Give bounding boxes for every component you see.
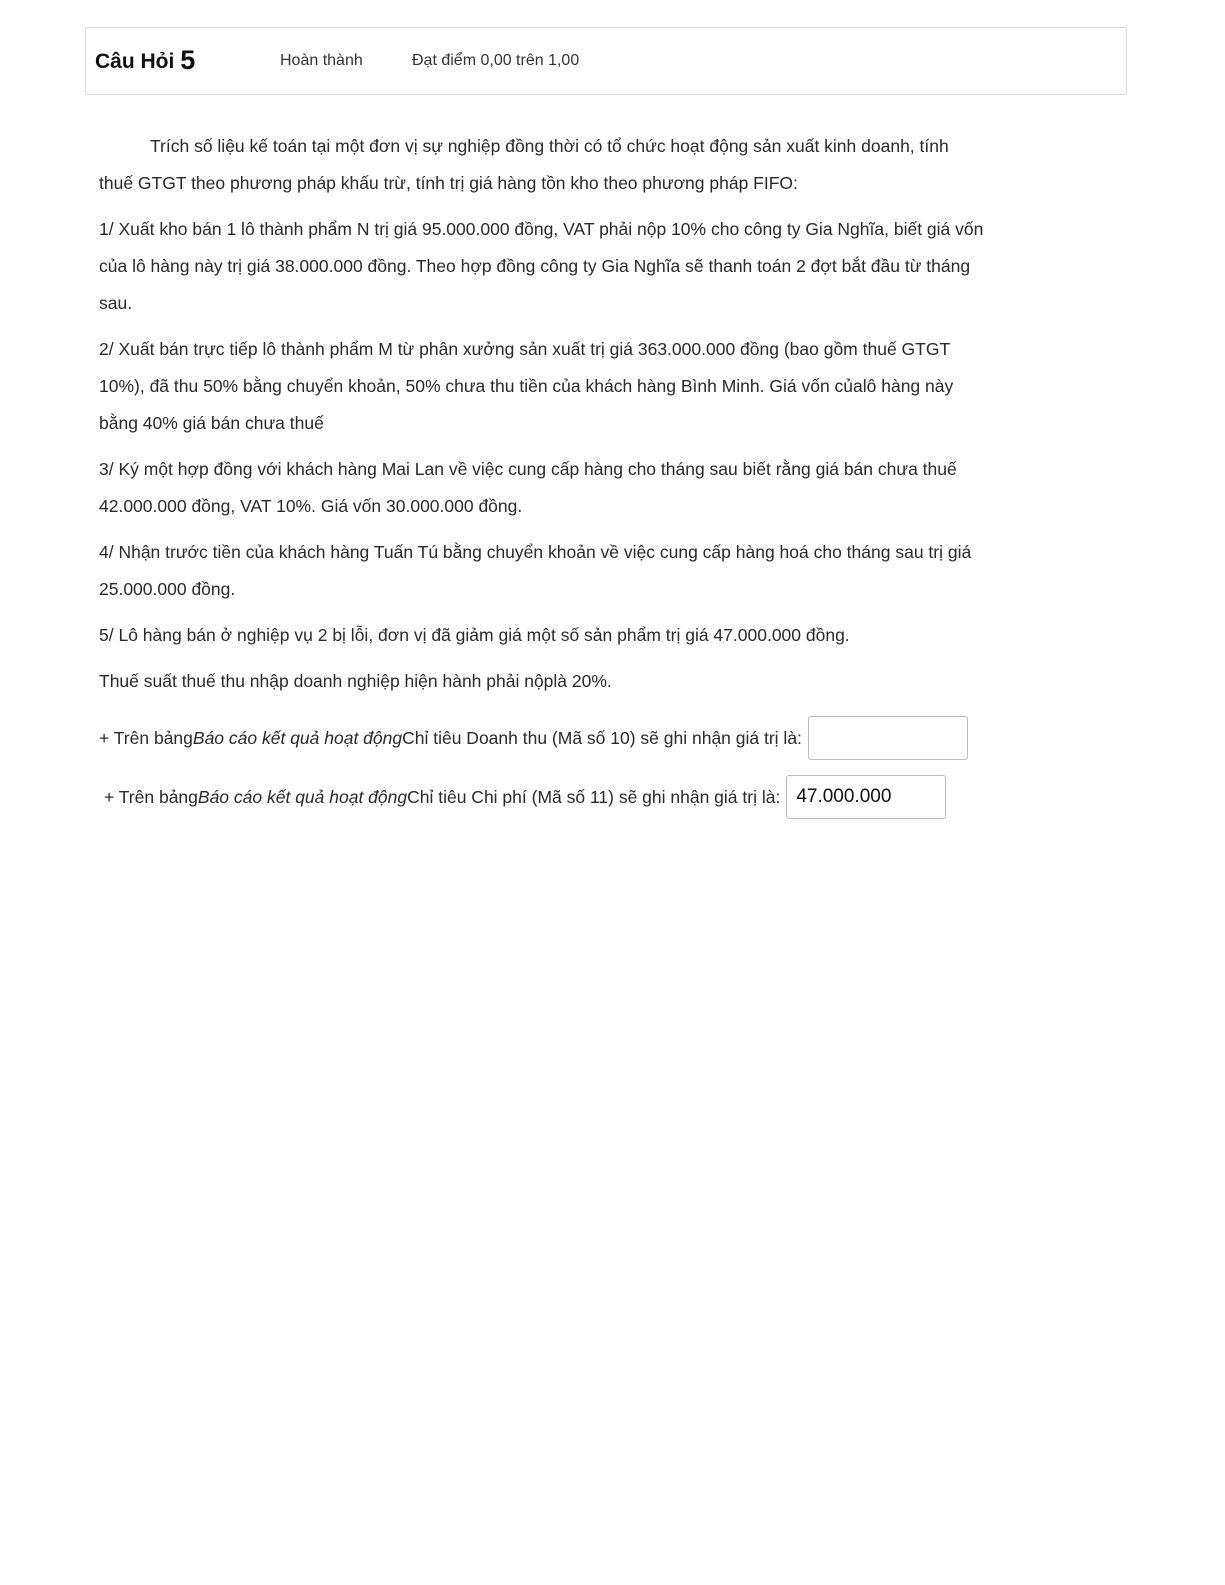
item-2-line-3: bằng 40% giá bán chưa thuế bbox=[99, 413, 324, 433]
item-3-paragraph bbox=[99, 451, 1114, 525]
item-1-paragraph bbox=[99, 211, 1114, 322]
question-grade: Đạt điểm 0,00 trên 1,00 bbox=[412, 52, 580, 69]
item-1-line-2: của lô hàng này trị giá 38.000.000 đồng. Theo hợp đồng công ty Gia Nghĩa sẽ thanh toán 2 đợt bắt đầu từ tháng bbox=[99, 256, 971, 276]
answer-row-expense-prefix: + Trên bảng bbox=[104, 786, 198, 807]
question-state: Hoàn thành bbox=[280, 52, 363, 69]
answer-row-revenue-prefix: + Trên bảng bbox=[99, 727, 193, 748]
answer-row-revenue-suffix: Chỉ tiêu Doanh thu (Mã số 10) sẽ ghi nhận giá trị là: bbox=[402, 727, 802, 748]
item-3-line-1: 3/ Ký một hợp đồng với khách hàng Mai Lan về việc cung cấp hàng cho tháng sau biết rằng giá bán chưa thuế bbox=[99, 459, 957, 479]
intro-line-1: Trích số liệu kế toán tại một đơn vị sự nghiệp đồng thời có tổ chức hoạt động sản xuất kinh doanh, tính bbox=[150, 136, 949, 156]
question-text bbox=[99, 128, 1114, 709]
item-1-line-1: 1/ Xuất kho bán 1 lô thành phẩm N trị giá 95.000.000 đồng, VAT phải nộp 10% cho công ty Gia Nghĩa, biết giá vốn bbox=[99, 219, 984, 239]
item-5-paragraph bbox=[99, 617, 1114, 654]
question-number: 5 bbox=[180, 45, 196, 75]
item-3-line-2: 42.000.000 đồng, VAT 10%. Giá vốn 30.000.000 đồng. bbox=[99, 496, 523, 516]
item-4-line-2: 25.000.000 đồng. bbox=[99, 579, 236, 599]
answer-row-expense bbox=[104, 775, 946, 819]
item-4-line-1: 4/ Nhận trước tiền của khách hàng Tuấn Tú bằng chuyển khoản về việc cung cấp hàng hoá cho tháng sau trị giá bbox=[99, 542, 972, 562]
item-5-line-1: 5/ Lô hàng bán ở nghiệp vụ 2 bị lỗi, đơn vị đã giảm giá một số sản phẩm trị giá 47.000.000 đồng. bbox=[99, 625, 850, 645]
intro-line-2: thuế GTGT theo phương pháp khấu trừ, tính trị giá hàng tồn kho theo phương pháp FIFO: bbox=[99, 173, 798, 193]
tax-line: Thuế suất thuế thu nhập doanh nghiệp hiện hành phải nộplà 20%. bbox=[99, 671, 612, 691]
answer-row-revenue-report: Báo cáo kết quả hoạt động bbox=[192, 727, 403, 748]
tax-paragraph bbox=[99, 663, 1114, 700]
item-4-paragraph bbox=[99, 534, 1114, 608]
item-2-line-1: 2/ Xuất bán trực tiếp lô thành phẩm M từ phân xưởng sản xuất trị giá 363.000.000 đồng (bao gồm thuế GTGT bbox=[99, 339, 951, 359]
answer-row-revenue bbox=[99, 716, 968, 760]
item-2-line-2: 10%), đã thu 50% bằng chuyển khoản, 50% chưa thu tiền của khách hàng Bình Minh. Giá vốn củalô hàng này bbox=[99, 376, 954, 396]
question-info-box bbox=[85, 27, 1127, 95]
expense-answer-input[interactable] bbox=[786, 775, 946, 819]
revenue-answer-input[interactable] bbox=[808, 716, 968, 760]
intro-paragraph bbox=[99, 128, 1114, 202]
answer-row-expense-suffix: Chỉ tiêu Chi phí (Mã số 11) sẽ ghi nhận giá trị là: bbox=[407, 786, 781, 807]
question-title-prefix: Câu Hỏi bbox=[95, 50, 175, 73]
answer-row-expense-report: Báo cáo kết quả hoạt động bbox=[197, 786, 408, 807]
item-1-line-3: sau. bbox=[99, 293, 133, 313]
question-title bbox=[95, 44, 195, 75]
item-2-paragraph bbox=[99, 331, 1114, 442]
